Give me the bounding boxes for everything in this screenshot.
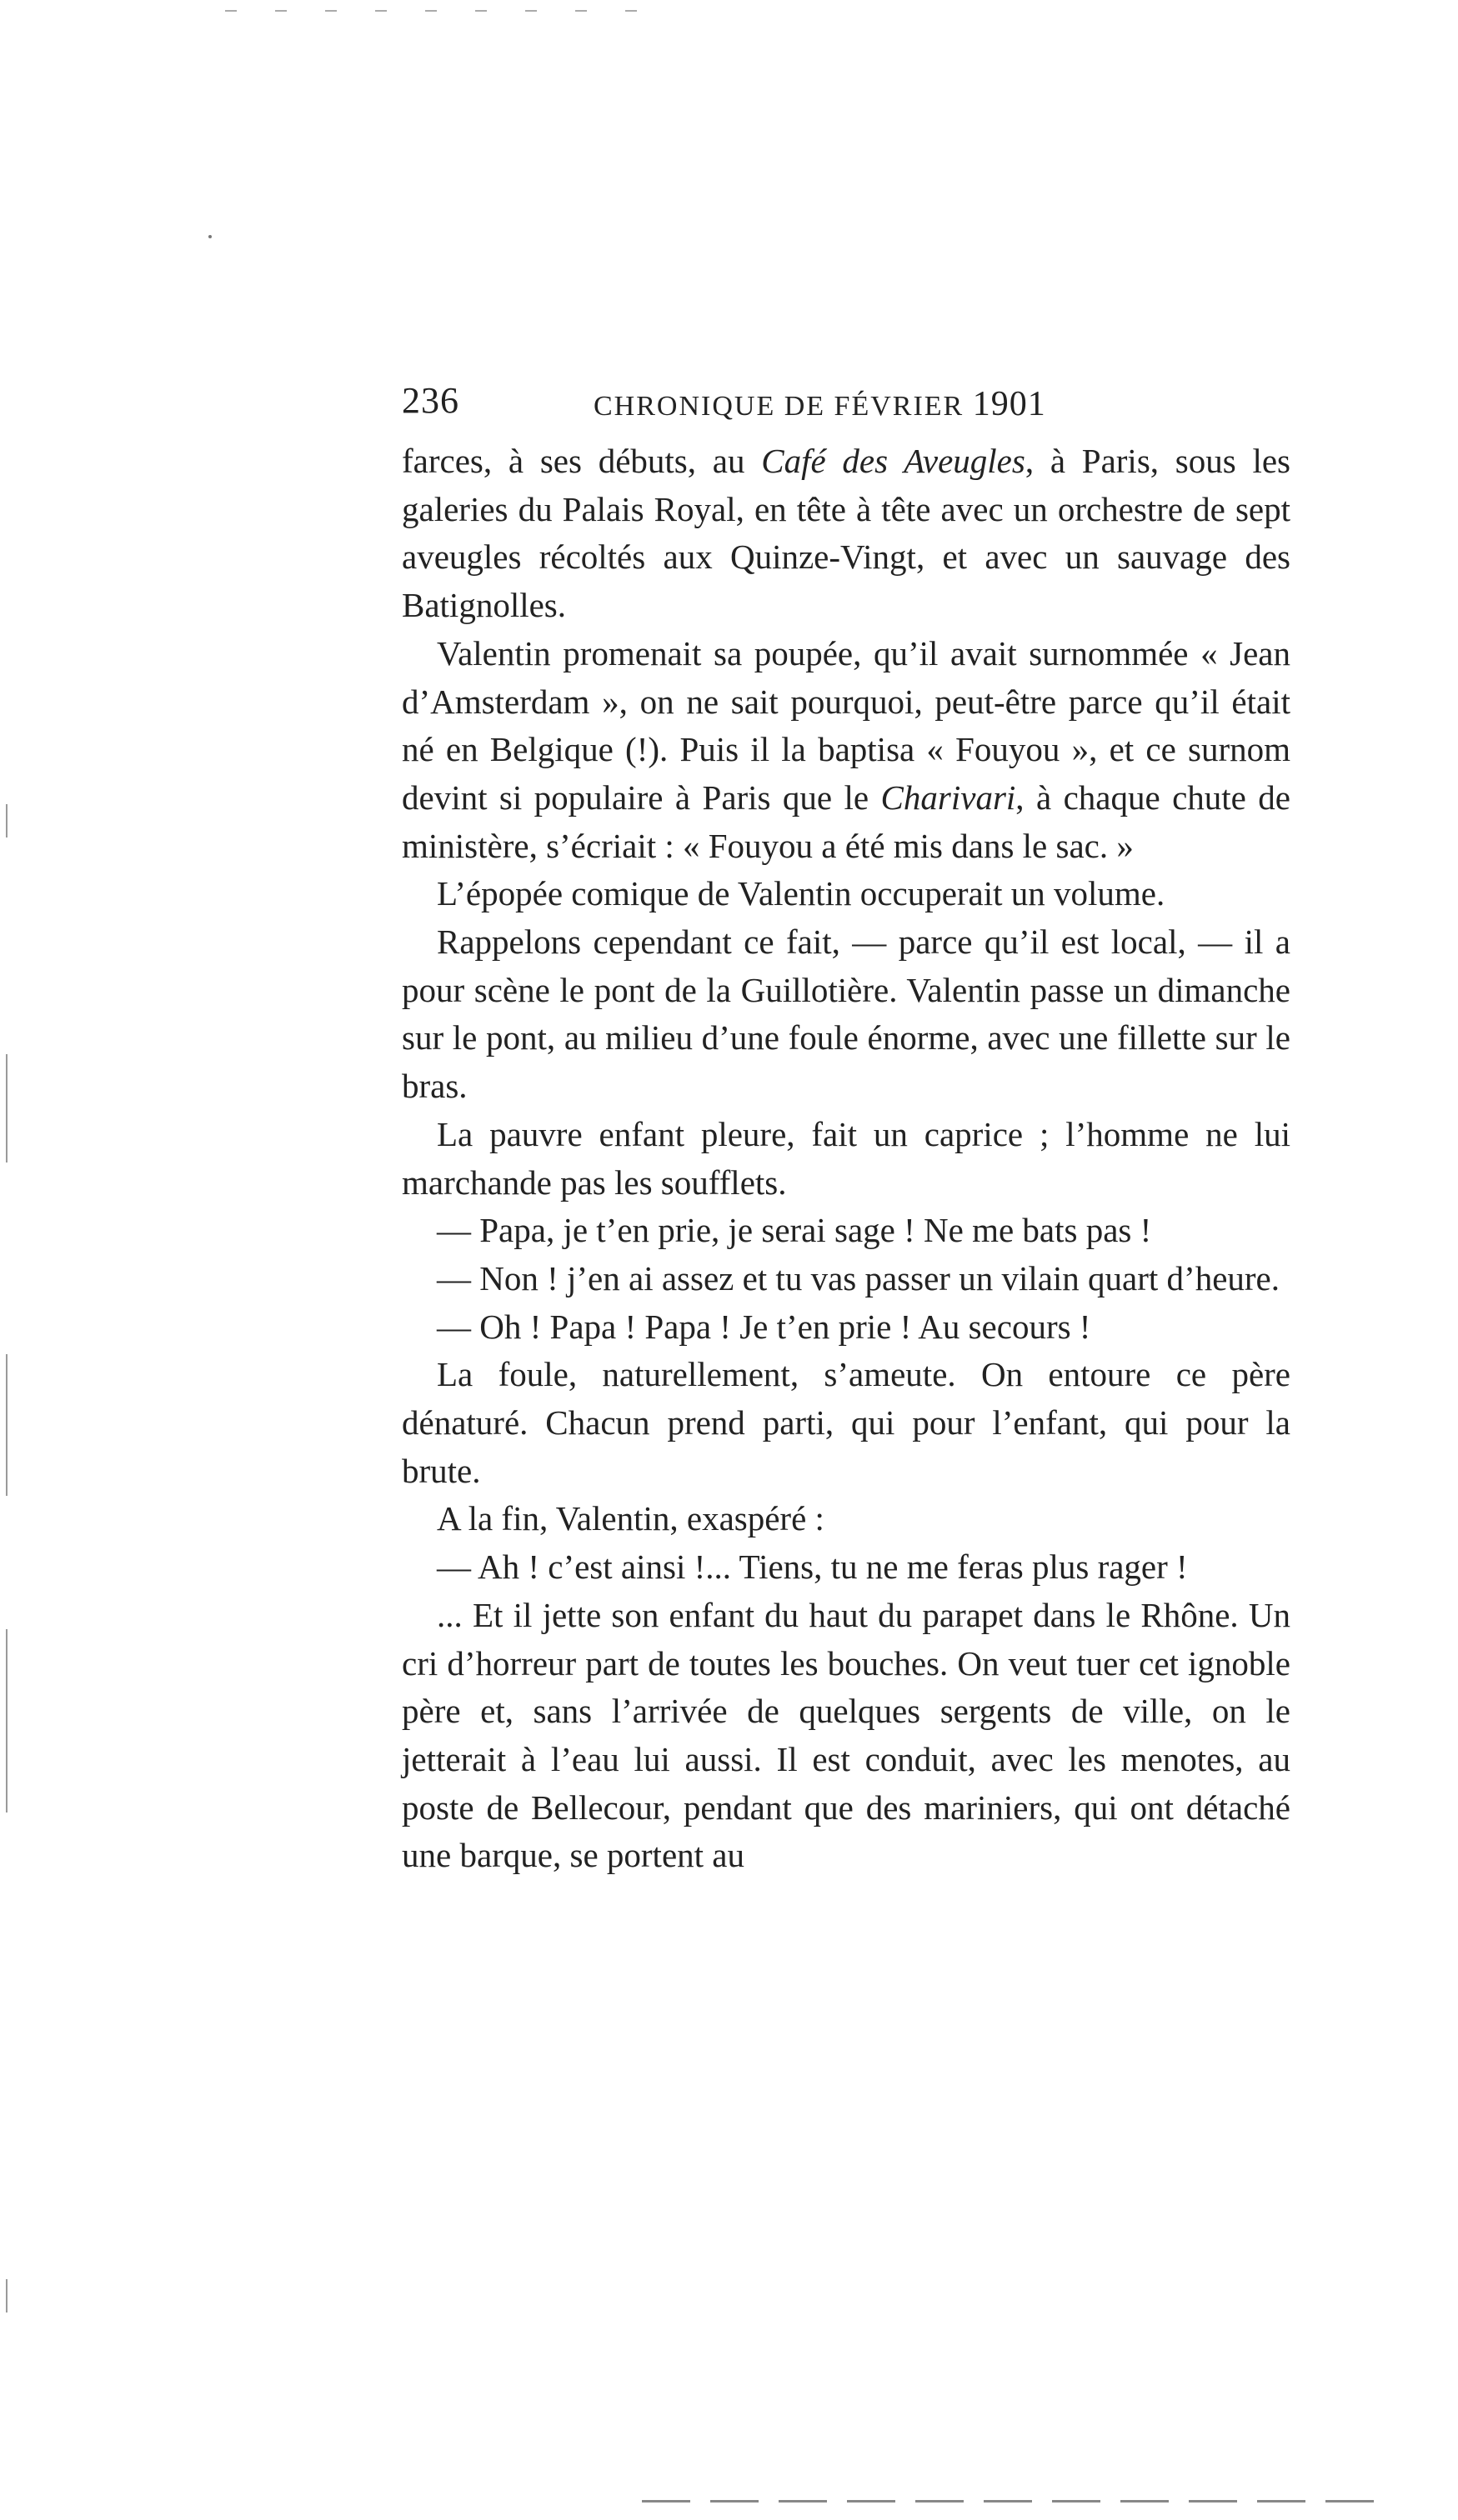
paragraph-1-start: farces, à ses débuts, au [402, 442, 762, 480]
scan-speck [208, 235, 212, 238]
scan-margin-mark [6, 804, 8, 838]
paragraph-12: ... Et il jette son enfant du haut du parapet dans le Rhône. Un cri d’horreur part de toutes les bouches. On veut tuer cet ignoble père et, sans l’arrivée de quelques sergents de ville, on le jetterait à l’eau lui aussi. Il est conduit, avec les menotes, au poste de Bellecour, pendant que des mariniers, qui ont détaché une barque, se portent au [402, 1595, 1290, 1875]
paragraph-3: L’épopée comique de Valentin occuperait un volume. [437, 874, 1165, 913]
scan-margin-mark [6, 1054, 8, 1162]
running-head-title: CHRONIQUE DE FÉVRIER [594, 391, 964, 422]
page-header [402, 379, 1079, 429]
paragraph-1-end: , à Paris, sous les galeries du Palais Royal, en tête à tête avec un orchestre de sept aveugles récoltés aux Quinze-Vingt, et avec un sauvage des Batignolles. [402, 442, 1291, 625]
paragraph-4: Rappelons cependant ce fait, — parce qu’il est local, — il a pour scène le pont de la Guillotière. Valentin passe un dimanche sur le pont, au milieu d’une foule énorme, avec une fillette sur le bras. [402, 922, 1290, 1106]
scan-margin-mark [6, 1629, 8, 1812]
running-head [594, 384, 1046, 424]
paragraph-2 [402, 630, 1290, 871]
italic-title-charivari: Charivari [880, 778, 1016, 817]
dialogue-line-2: — Non ! j’en ai assez et tu vas passer un vilain quart d’heure. [437, 1258, 1280, 1298]
dialogue-line-1: — Papa, je t’en prie, je serai sage ! Ne me bats pas ! [437, 1211, 1152, 1250]
paragraph-2-start: Valentin promenait sa poupée, qu’il avait surnommée « Jean d’Amsterdam », on ne sait pourquoi, peut-être parce qu’il était né en Belgique (!). Puis il la baptisa « Fouyou », et ce surnom devint si populaire à Paris que le [402, 633, 1290, 817]
running-head-year: 1901 [972, 385, 1046, 423]
paragraph-2-end: , à chaque chute de ministère, s’écriait : « Fouyou a été mis dans le sac. » [402, 778, 1290, 865]
paragraph-10: A la fin, Valentin, exaspéré : [437, 1499, 824, 1538]
page-number: 236 [402, 380, 459, 421]
scan-artifact-bottom [642, 2500, 1392, 2502]
dialogue-line-4: — Ah ! c’est ainsi !... Tiens, tu ne me feras plus rager ! [437, 1548, 1188, 1587]
dialogue-line-3: — Oh ! Papa ! Papa ! Je t’en prie ! Au secours ! [437, 1307, 1091, 1346]
scan-artifact-top [225, 10, 659, 12]
scan-margin-mark [6, 2279, 8, 2312]
paragraph-5: La pauvre enfant pleure, fait un caprice ; l’homme ne lui marchande pas les soufflets. [402, 1114, 1290, 1202]
page-body [402, 438, 1290, 1880]
paragraph-9: La foule, naturellement, s’ameute. On entoure ce père dénaturé. Chacun prend parti, qui pour l’enfant, qui pour la brute. [402, 1355, 1290, 1490]
scan-margin-mark [6, 1354, 8, 1496]
paragraph-1 [402, 438, 1290, 630]
italic-title-cafe: Café des Aveugles [761, 442, 1025, 480]
